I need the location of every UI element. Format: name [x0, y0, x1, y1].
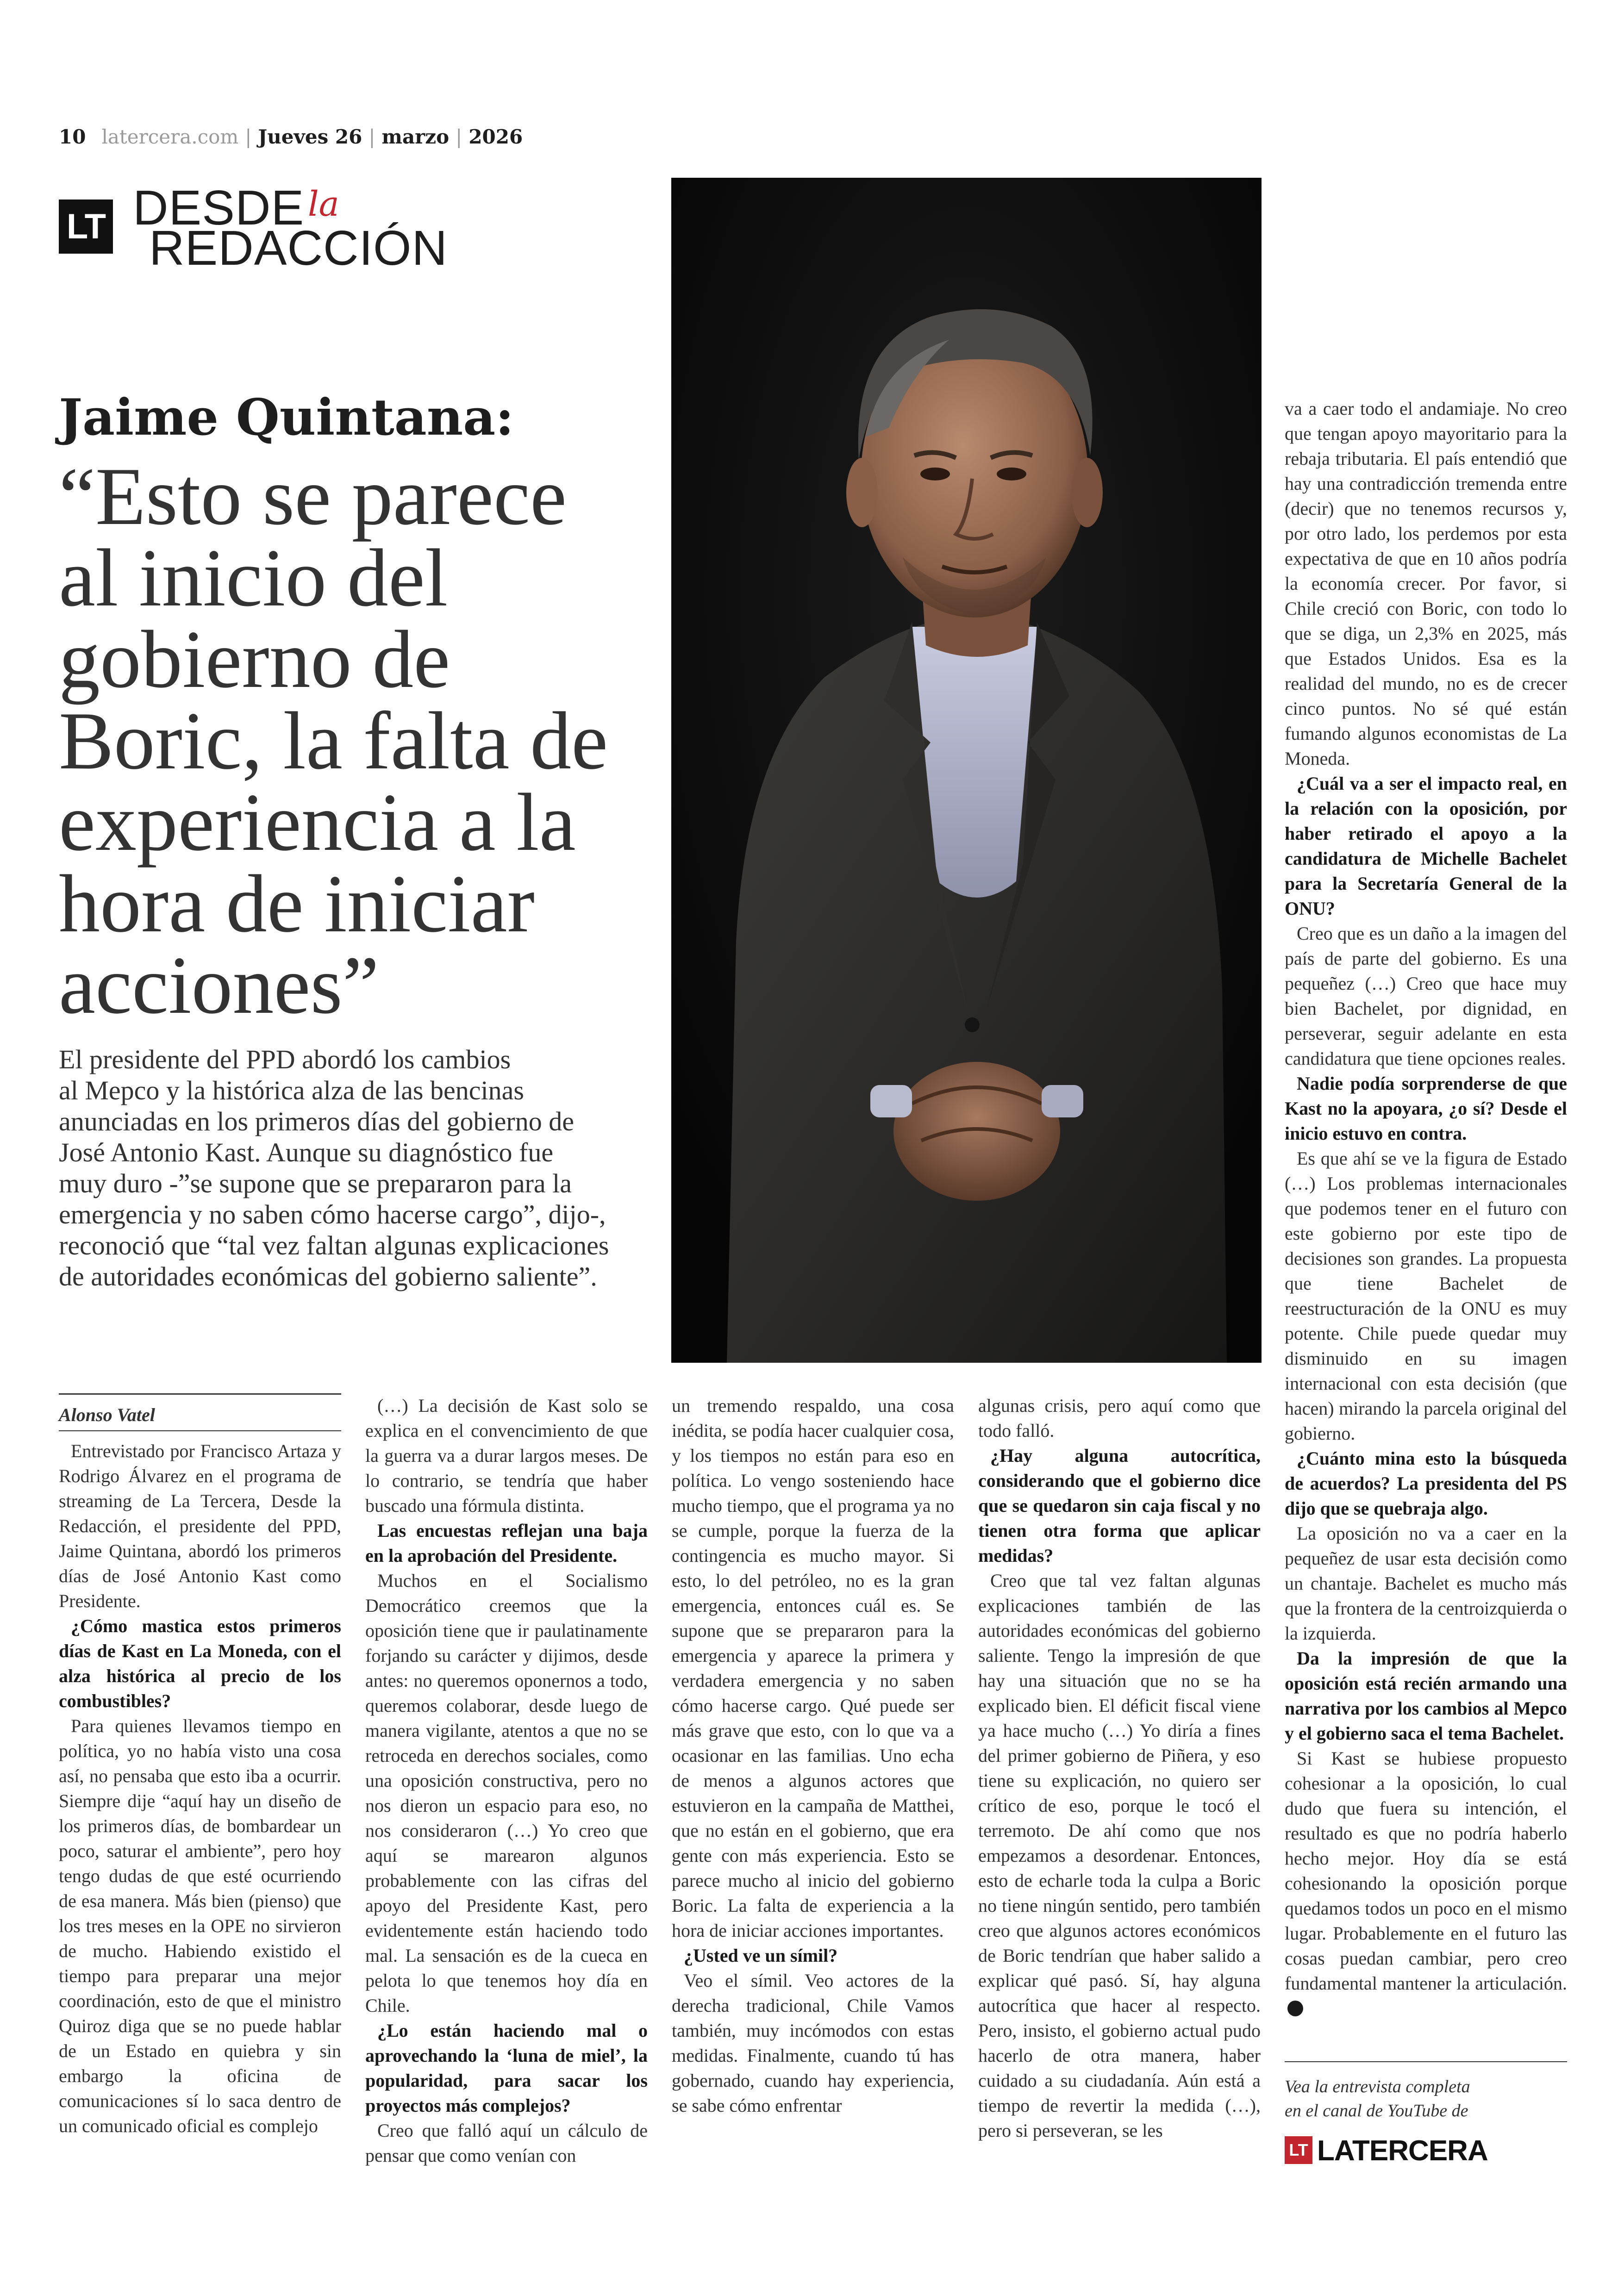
lead-line: al Mepco y la histórica alza de las bencinas: [59, 1075, 524, 1105]
lead-line: El presidente del PPD abordó los cambios: [59, 1044, 511, 1074]
date-year: 2026: [468, 125, 523, 148]
latercera-wordmark: LATERCERA: [1317, 2135, 1488, 2167]
lead-line: reconoció que “tal vez faltan algunas explicaciones: [59, 1230, 609, 1260]
body-paragraph: Creo que falló aquí un cálculo de pensar que como venían con: [365, 2120, 648, 2166]
folio: [59, 122, 523, 152]
body-column-2: [365, 1393, 648, 2168]
body-paragraph: Muchos en el Socialismo Democrático creemos que la oposición tiene que ir paulatinamente forjando su carácter y dijimos, desde antes: no queremos oponernos a todo, queremos colaborar, desde luego de manera vigilante, atentos a que no se retroceda en derechos sociales, como una oposición constructiva, pero no nos dieron un espacio para eso, no nos consideraron (…) Yo creo que aquí se marearon algunos probablemente con las cifras del apoyo del Presidente Kast, pero evidentemente están haciendo todo mal. La sensación es de la cueca en pelota lo que tenemos hoy día en Chile.: [365, 1570, 648, 2016]
youtube-promo: [1285, 2075, 1567, 2123]
body-paragraph: algunas crisis, pero aquí como que todo falló.: [978, 1395, 1261, 1441]
interview-question: Las encuestas reflejan una baja en la aprobación del Presidente.: [365, 1520, 648, 1566]
lead-line: José Antonio Kast. Aunque su diagnóstico fue: [59, 1137, 554, 1167]
body-column-1: [59, 1439, 341, 2139]
article-kicker: Jaime Quintana:: [59, 388, 514, 447]
article-lead: [59, 1044, 656, 1292]
body-column-5: [1285, 396, 1567, 2021]
divider: |: [245, 125, 252, 148]
byline-rule: [59, 1393, 341, 1395]
byline: Alonso Vatel: [59, 1404, 155, 1425]
headline-line: experiencia a la: [59, 776, 576, 868]
interview-question: ¿Lo están haciendo mal o aprovechando la ‘luna de miel’, la popularidad, para sacar los proyectos más complejos?: [365, 2020, 648, 2116]
page-number: 10: [59, 125, 86, 148]
body-paragraph: Creo que tal vez faltan algunas explicaciones también de las autoridades económicas del gobierno saliente. Tengo la impresión de que hay una situación que no se ha explicado bien. El déficit fiscal viene ya hace mucho (…) Yo diría a fines del primer gobierno de Piñera, y eso tiene su explicación, no quiero ser crítico de eso, porque le tocó el terremoto. De ahí como que nos empezamos a desordenar. Entonces, esto de echarle toda la culpa a Boric no tiene ningún sentido, pero también creo que algunos actores económicos de Boric tendrían que haber salido a explicar qué pasó. Sí, hay alguna autocrítica que hacer al respecto. Pero, insisto, el gobierno actual pudo hacerlo de otra manera, haber cuidado a su ciudadanía. Aún está a tiempo de revertir la medida (…), pero si perseveran, se les: [978, 1570, 1261, 2141]
section-title-desde: DESDE: [133, 181, 305, 235]
body-paragraph: un tremendo respaldo, una cosa inédita, se podía hacer cualquier cosa, y los tiempos no están para eso en política. Lo vengo sosteniendo hace mucho tiempo, que el programa ya no se cumple, porque la fuerza de la contingencia es mucho mayor. Si esto, lo del petróleo, no es la gran emergencia, entonces cuál es. Se supone que se prepararon para la emergencia y aparece la primera y verdadera emergencia y no saben cómo hacerse cargo. Qué puede ser más grave que esto, con lo que va a ocasionar en las familias. Uno echa de menos a algunos actores que estuvieron en la campaña de Matthei, que no están en el gobierno, que era gente con más experiencia. Esto se parece mucho al inicio del gobierno Boric. La falta de experiencia a la hora de iniciar acciones importantes.: [672, 1395, 954, 1941]
body-paragraph: La oposición no va a caer en la pequeñez de usar esta decisión como un chantaje. Bachelet es mucho más que la frontera de la centroizquierda o la izquierda.: [1285, 1523, 1567, 1644]
body-column-3: [672, 1393, 954, 2118]
lt-logo-mark: LT: [1285, 2136, 1312, 2164]
promo-rule: [1285, 2061, 1567, 2062]
body-paragraph: Entrevistado por Francisco Artaza y Rodrigo Álvarez en el programa de streaming de La Tercera, Desde la Redacción, el presidente del PPD, Jaime Quintana, abordó los primeros días de José Antonio Kast como Presidente.: [59, 1441, 341, 1611]
body-column-4: [978, 1393, 1261, 2143]
interview-question: ¿Cómo mastica estos primeros días de Kast en La Moneda, con el alza histórica al precio de los combustibles?: [59, 1615, 341, 1711]
article-headline: [59, 450, 656, 1031]
lt-logo-icon: LT: [59, 200, 113, 254]
section-title-la: la: [308, 184, 339, 224]
promo-line: Vea la entrevista completa: [1285, 2077, 1470, 2096]
lead-line: anunciadas en los primeros días del gobierno de: [59, 1106, 574, 1136]
body-paragraph: Creo que es un daño a la imagen del país de parte del gobierno. Es una pequeñez (…) Creo que hace muy bien Bachelet, por dignidad, en perseverar, seguir adelante en esta candidatura que tiene opciones reales.: [1285, 923, 1567, 1069]
headline-line: hora de iniciar: [59, 858, 535, 949]
body-paragraph: Es que ahí se ve la figura de Estado (…) Los problemas internacionales que podemos tener en el futuro con este gobierno por este tipo de decisiones son grandes. La propuesta que tiene Bachelet de reestructuración de la ONU es muy potente. Chile puede quedar muy disminuido en su imagen internacional con esta decisión (que hacen) mirando la parcela original del gobierno.: [1285, 1148, 1567, 1444]
section-title-redaccion: REDACCIÓN: [149, 221, 448, 275]
end-mark-icon: [1287, 2001, 1303, 2016]
body-paragraph: (…) La decisión de Kast solo se explica en el convencimiento de que la guerra va a durar largos meses. De lo contrario, se tendría que haber buscado una fórmula distinta.: [365, 1395, 648, 1516]
headline-line: Boric, la falta de: [59, 695, 608, 786]
body-paragraph: va a caer todo el andamiaje. No creo que tengan apoyo mayoritario para la rebaja tributaria. El país entendió que hay una contradicción tremenda entre (decir) que no tenemos recursos y, por otro lado, los perdemos por esta expectativa de que en 10 años podría la economía crecer. Por favor, si Chile creció con Boric, con todo lo que se diga, un 2,3% en 2025, más que Estados Unidos. Esa es la realidad del mundo, no es de crecer cinco puntos. No sé qué están fumando algunos economistas de La Moneda.: [1285, 398, 1567, 769]
interview-question: Nadie podía sorprenderse de que Kast no la apoyara, ¿o sí? Desde el inicio estuvo en contra.: [1285, 1073, 1567, 1144]
interview-question: Da la impresión de que la oposición está recién armando una narrativa por los cambios al Mepco y el gobierno saca el tema Bachelet.: [1285, 1648, 1567, 1744]
site-name[interactable]: latercera.com: [101, 125, 239, 148]
date-day: Jueves 26: [258, 125, 362, 148]
portrait-illustration: [671, 178, 1262, 1363]
headline-line: “Esto se parece: [59, 450, 567, 542]
body-paragraph: Si Kast se hubiese propuesto cohesionar a la oposición, lo cual dudo que fuera su intención, el resultado es que no podría haberlo hecho mejor. Hoy día se está cohesionando la oposición porque quedamos todos un poco en el mismo lugar. Probablemente en el futuro las cosas puedan cambiar, pero creo fundamental mantener la articulación.: [1285, 1746, 1567, 2021]
lead-line: muy duro -”se supone que se prepararon para la: [59, 1168, 572, 1198]
body-paragraph: Veo el símil. Veo actores de la derecha tradicional, Chile Vamos también, muy incómodos con estas medidas. Finalmente, cuando tú has gobernado, cuando hay experiencia, se sabe cómo enfrentar: [672, 1970, 954, 2116]
lead-line: de autoridades económicas del gobierno saliente”.: [59, 1261, 597, 1291]
headline-line: acciones”: [59, 939, 379, 1031]
byline-rule: [59, 1430, 341, 1431]
promo-line: en el canal de YouTube de: [1285, 2101, 1468, 2120]
divider: |: [369, 125, 375, 148]
interview-question: ¿Usted ve un símil?: [684, 1945, 838, 1966]
divider: |: [456, 125, 462, 148]
interview-question: ¿Cuál va a ser el impacto real, en la relación con la oposición, por haber retirado el apoyo a la candidatura de Michelle Bachelet para la Secretaría General de la ONU?: [1285, 773, 1567, 919]
interview-question: ¿Hay alguna autocrítica, considerando que el gobierno dice que se quedaron sin caja fiscal y no tienen otra forma que aplicar medidas?: [978, 1445, 1261, 1566]
lead-line: emergencia y no saben cómo hacerse cargo”, dijo-,: [59, 1199, 606, 1229]
headline-line: gobierno de: [59, 613, 450, 705]
interview-question: ¿Cuánto mina esto la búsqueda de acuerdos? La presidenta del PS dijo que se quebraja algo.: [1285, 1448, 1567, 1519]
portrait-photo: [671, 178, 1262, 1363]
headline-line: al inicio del: [59, 532, 448, 624]
body-paragraph: Para quienes llevamos tiempo en política, yo no había visto una cosa así, no pensaba que esto iba a ocurrir. Siempre dije “aquí hay un diseño de los primeros días, de bombardear un poco, saturar el ambiente”, pero hoy tengo dudas de que esté ocurriendo de esa manera. Más bien (pienso) que los tres meses en la OPE no sirvieron de mucho. Habiendo existido el tiempo para preparar una mejor coordinación, esto de que el ministro Quiroz diga que se no puede hablar de un Estado en quiebra y sin embargo la oficina de comunicaciones sí lo saca dentro de un comunicado oficial es complejo: [59, 1715, 341, 2136]
date-month: marzo: [381, 125, 450, 148]
